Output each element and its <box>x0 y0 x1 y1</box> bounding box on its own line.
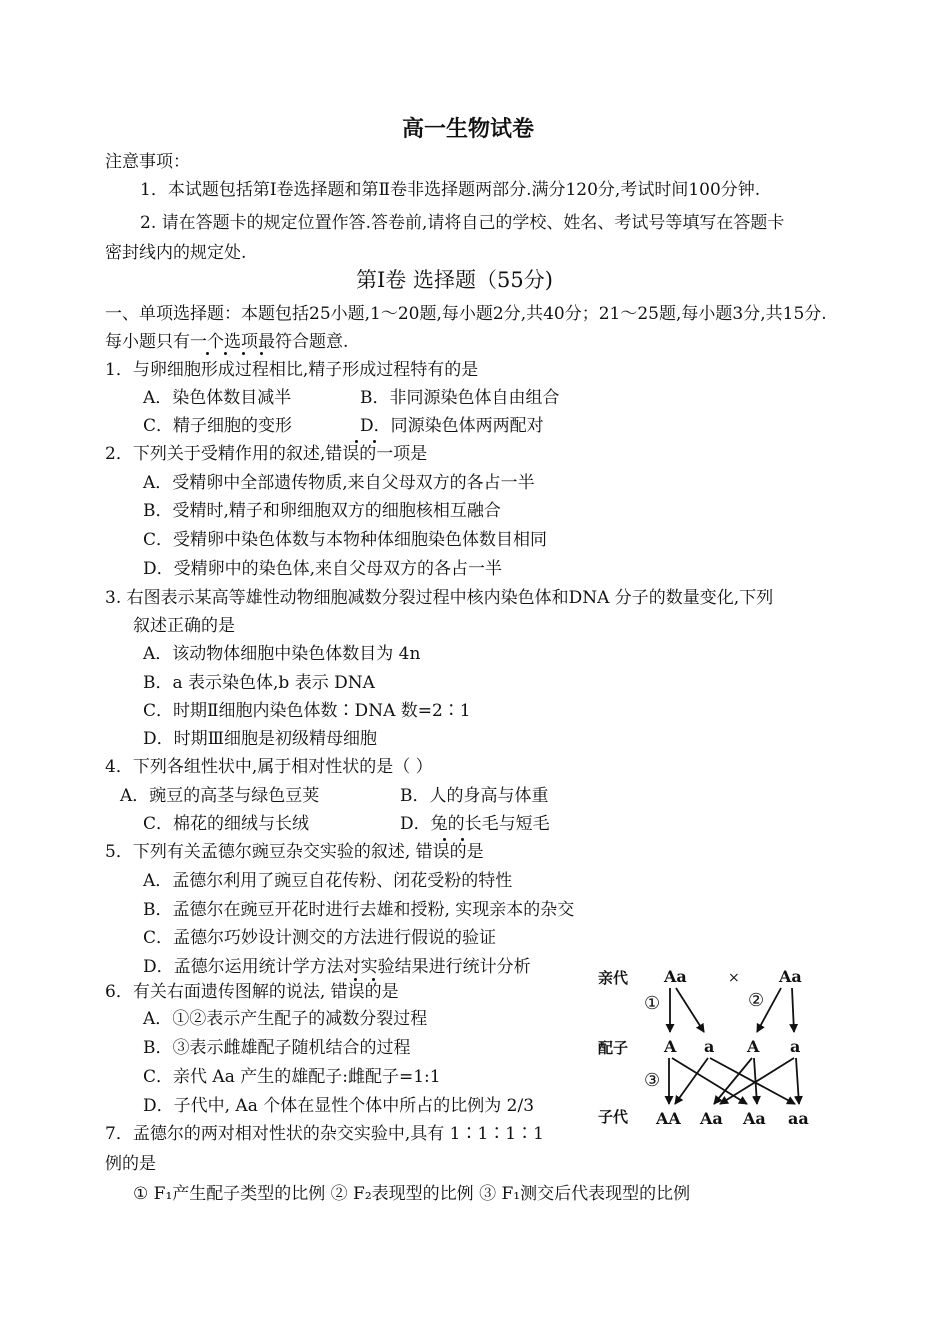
cross-sign: × <box>728 970 740 986</box>
emphasis-dot <box>354 978 357 981</box>
q1-stem: 1．与卵细胞形成过程相比,精子形成过程特有的是 <box>105 360 479 380</box>
q4-option-b: B．人的身高与体重 <box>400 786 549 806</box>
q2-option-a: A．受精卵中全部遗传物质,来自父母双方的各占一半 <box>143 473 535 493</box>
row-label-gametes: 配子 <box>598 1039 629 1057</box>
genetic-cross-diagram <box>592 962 852 1142</box>
q4-option-c: C．棉花的细绒与长绒 <box>143 814 310 834</box>
q1-option-a: A．染色体数目减半 <box>143 388 292 408</box>
q3-option-c: C．时期Ⅱ细胞内染色体数∶DNA 数=2∶1 <box>143 701 471 721</box>
offspring-4: aa <box>788 1109 809 1128</box>
q6-option-d: D．子代中, Aa 个体在显性个体中所占的比例为 2/3 <box>143 1096 535 1116</box>
q6-option-c: C．亲代 Aa 产生的雄配子:雌配子=1:1 <box>143 1067 441 1087</box>
q7-options-line: ① F₁产生配子类型的比例 ② F₂表现型的比例 ③ F₁测交后代表现型的比例 <box>133 1184 691 1204</box>
step-label-1: ① <box>644 993 661 1014</box>
emphasis-dot <box>373 440 376 443</box>
row-label-parents: 亲代 <box>598 969 629 987</box>
meiosis-arrows <box>670 988 794 1032</box>
gamete-3: A <box>747 1037 760 1056</box>
q2-option-c: C．受精卵中染色体数与本物种体细胞染色体数目相同 <box>143 530 548 550</box>
q3-option-a: A．该动物体细胞中染色体数目为 4n <box>143 644 421 664</box>
q1-option-b: B．非同源染色体自由组合 <box>360 388 560 408</box>
q1-option-c: C．精子细胞的变形 <box>143 416 293 436</box>
page-title: 高一生物试卷 <box>402 117 535 142</box>
notes-item-2-line-2: 密封线内的规定处. <box>105 243 247 263</box>
q5-option-c: C．孟德尔巧妙设计测交的方法进行假说的验证 <box>143 928 497 948</box>
gamete-4: a <box>790 1037 801 1056</box>
q6-option-b: B．③表示雌雄配子随机结合的过程 <box>143 1038 411 1058</box>
q7-stem-line-1: 7．孟德尔的两对相对性状的杂交实验中,具有 1∶1∶1∶1 <box>105 1124 544 1144</box>
q1-option-d: D．同源染色体两两配对 <box>360 416 544 436</box>
q4-stem: 4．下列各组性状中,属于相对性状的是（ ） <box>105 757 433 777</box>
emphasis-dot <box>443 838 446 841</box>
step-label-3: ③ <box>644 1070 661 1091</box>
q5-option-a: A．孟德尔利用了豌豆自花传粉、闭花受粉的特性 <box>143 871 513 891</box>
q2-stem: 2．下列关于受精作用的叙述,错误的一项是 <box>105 444 428 464</box>
fertilization-arrows <box>669 1058 799 1104</box>
notes-item-1: 1．本试题包括第Ⅰ卷选择题和第Ⅱ卷非选择题两部分.满分120分,考试时间100分钟. <box>140 180 761 200</box>
q4-option-d: D．兔的长毛与短毛 <box>400 814 550 834</box>
offspring-2: Aa <box>700 1109 723 1128</box>
emphasis-dot <box>206 352 209 355</box>
notes-heading: 注意事项： <box>105 152 190 172</box>
q3-option-b: B．a 表示染色体,b 表示 DNA <box>143 673 375 693</box>
q7-stem-line-2: 例的是 <box>105 1154 156 1174</box>
section-intro-line-1: 一、单项选择题：本题包括25小题,1～20题,每小题2分,共40分；21～25题,每小题3分,共15分. <box>105 304 827 324</box>
q5-option-b: B．孟德尔在豌豆开花时进行去雄和授粉, 实现亲本的杂交 <box>143 900 575 920</box>
offspring-1: AA <box>656 1109 681 1128</box>
section-heading: 第Ⅰ卷 选择题（55分) <box>356 268 553 292</box>
emphasis-dot <box>224 352 227 355</box>
emphasis-dot <box>242 352 245 355</box>
q5-option-d: D．孟德尔运用统计学方法对实验结果进行统计分析 <box>143 957 531 977</box>
notes-item-2-line-1: 2. 请在答题卡的规定位置作答.答卷前,请将自己的学校、姓名、考试号等填写在答题卡 <box>140 213 785 233</box>
q5-stem: 5．下列有关孟德尔豌豆杂交实验的叙述, 错误的是 <box>105 842 484 862</box>
q7-stem-right: 比 <box>828 1124 845 1144</box>
q2-option-b: B．受精时,精子和卵细胞双方的细胞核相互融合 <box>143 501 501 521</box>
q6-stem: 6．有关右面遗传图解的说法, 错误的是 <box>105 982 399 1002</box>
emphasis-dot <box>461 838 464 841</box>
offspring-3: Aa <box>743 1109 766 1128</box>
q2-option-d: D．受精卵中的染色体,来自父母双方的各占一半 <box>143 559 503 579</box>
step-label-2: ② <box>748 990 765 1011</box>
q4-option-a: A．豌豆的高茎与绿色豆荚 <box>120 786 320 806</box>
q3-stem-line-2: 叙述正确的是 <box>133 616 235 636</box>
emphasis-dot <box>372 978 375 981</box>
parent-right-genotype: Aa <box>779 967 802 986</box>
q6-option-a: A．①②表示产生配子的减数分裂过程 <box>143 1009 428 1029</box>
section-intro-line-2: 每小题只有一个选项最符合题意. <box>105 332 349 352</box>
emphasis-dot <box>355 440 358 443</box>
gamete-1: A <box>664 1037 677 1056</box>
emphasis-dot <box>260 352 263 355</box>
row-label-offspring: 子代 <box>598 1108 629 1126</box>
gamete-2: a <box>704 1037 715 1056</box>
q3-option-d: D．时期Ⅲ细胞是初级精母细胞 <box>143 729 378 749</box>
q3-stem-line-1: 3. 右图表示某高等雄性动物细胞减数分裂过程中核内染色体和DNA 分子的数量变化,下列 <box>105 588 774 608</box>
parent-left-genotype: Aa <box>664 967 687 986</box>
